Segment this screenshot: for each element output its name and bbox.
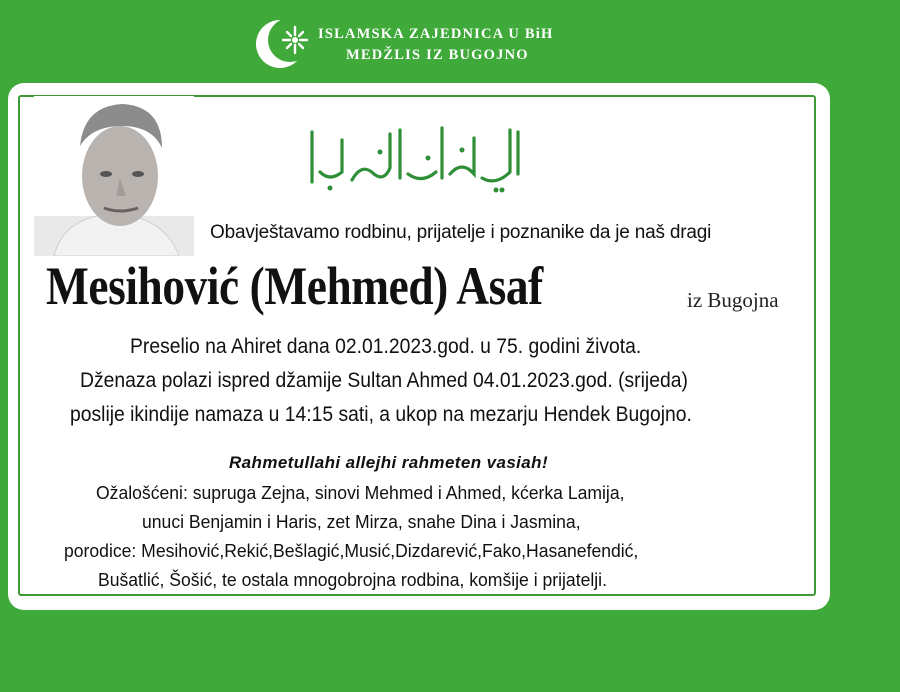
place-of-origin: iz Bugojna [687, 288, 779, 312]
mourners-line: porodice: Mesihović,Rekić,Bešlagić,Musić,Dizdarević,Fako,Hasanefendić, [64, 540, 639, 561]
mourners-line: Ožalošćeni: supruga Zejna, sinovi Mehmed i Ahmed, kćerka Lamija, [96, 482, 625, 503]
date-of-death: Preselio na Ahiret dana 02.01.2023.god. u 75. godini života. [130, 335, 642, 358]
header [0, 0, 900, 80]
organization-branch: MEDŽLIS IZ BUGOJNO [346, 47, 529, 63]
mourners-line: unuci Benjamin i Haris, zet Mirza, snahe Dina i Jasmina, [142, 511, 581, 532]
funeral-info: Dženaza polazi ispred džamije Sultan Ahmed 04.01.2023.god. (srijeda) [80, 369, 688, 392]
mourners-line: Bušatlić, Šošić, te ostala mnogobrojna rodbina, komšije i prijatelji. [98, 569, 607, 590]
prayer-text: Rahmetullahi allejhi rahmeten vasiah! [229, 453, 549, 472]
organization-name: ISLAMSKA ZAJEDNICA U BiH [318, 26, 554, 42]
crescent-star-emblem-icon [250, 14, 312, 74]
intro-text: Obavještavamo rodbinu, prijatelje i poznanike da je naš dragi [210, 222, 712, 243]
portrait-photo [34, 96, 194, 256]
deceased-name: Mesihović (Mehmed) Asaf [46, 256, 543, 316]
arabic-calligraphy [290, 112, 540, 194]
burial-info: poslije ikindije namaza u 14:15 sati, a ukop na mezarju Hendek Bugojno. [70, 403, 692, 426]
